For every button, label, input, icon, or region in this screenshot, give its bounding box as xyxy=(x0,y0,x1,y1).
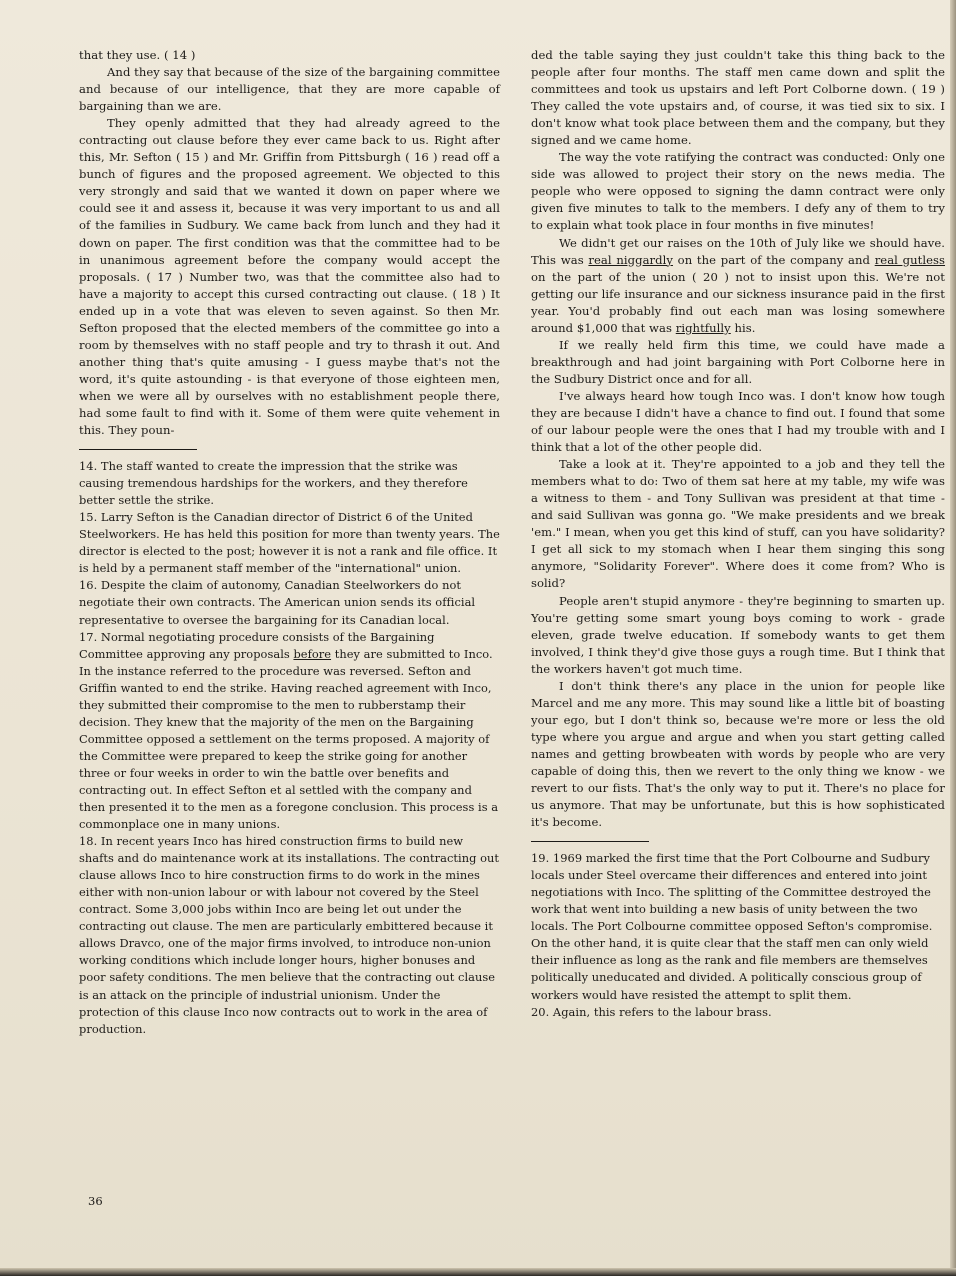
page-bottom-edge xyxy=(0,1268,956,1276)
footnote-divider xyxy=(531,841,649,842)
paragraph: If we really held firm this time, we could have made a breakthrough and had joint bargaining with Port Colborne here in the Sudbury District once and for all. xyxy=(531,337,945,386)
underlined-phrase: real gutless xyxy=(874,252,946,267)
paragraph-text: on the part of the union ( 20 ) not to insist upon this. We're not getting our life insurance and our sickness insurance paid in the first year. You'd probably find out each man was losing somewhere around $1,000 that was xyxy=(531,269,945,335)
page-number: 36 xyxy=(88,1194,103,1208)
footnote-text: they are submitted to Inco. In the instance referred to the procedure was reversed. Sefton and Griffin wanted to end the strike. Having reached agreement with Inco, they submitted their compromise to the men to rubberstamp their decision. They knew that the majority of the men on the Bargaining Committee opposed a settlement on the terms proposed. A majority of the Committee were prepared to keep the strike going for another three or four weeks in order to win the battle over benefits and contracting out. In effect Sefton et al settled with the company and then presented it to the men as a foregone conclusion. This process is a commonplace one in many unions. xyxy=(79,646,499,832)
footnote-18: 18. In recent years Inco has hired construction firms to build new shafts and do maintenance work at its installations. The contracting out clause allows Inco to hire construction firms to do work in the mines either with non-union labour or with labour not covered by the Steel contract. Some 3,000 jobs within Inco are being let out under the contracting out clause. The men are particularly embittered because it allows Dravco, one of the major firms involved, to introduce non-union working conditions which include longer hours, higher bonuses and poor safety conditions. The men believe that the contracting out clause is an attack on the principle of industrial unionism. Under the protection of this clause Inco now contracts out to work in the area of production. xyxy=(79,834,500,1036)
paragraph: that they use. ( 14 ) xyxy=(79,48,196,62)
underlined-word: before xyxy=(293,646,332,661)
footnote-19: 19. 1969 marked the first time that the Port Colbourne and Sudbury locals under Steel overcame their differences and entered into joint negotiations with Inco. The splitting of the Committee destroyed the work that went into building a new basis of unity between the two locals. The Port Colbourne committee opposed Sefton's compromise. On the other hand, it is quite clear that the staff men can only wield their influence as long as the rank and file members are themselves politically uneducated and divided. A politically conscious group of workers would have resisted the attempt to split them. xyxy=(531,851,933,1002)
right-column xyxy=(531,47,945,1021)
paragraph: People aren't stupid anymore - they're beginning to smarten up. You're getting some smart young boys coming to work - grade eleven, grade twelve education. If somebody wants to get them involved, I think they'd give those guys a rough time. But I think that the workers haven't got much time. xyxy=(531,593,945,676)
footnote-14: 14. The staff wanted to create the impression that the strike was causing tremendous hardships for the workers, and they therefore better settle the strike. xyxy=(79,459,468,508)
paragraph: Take a look at it. They're appointed to a job and they tell the members what to do: Two of them sat here at my table, my wife was a witness to them - and Tony Sullivan was president at that time - and said Sullivan was gonna go. "We make presidents and we break 'em." I mean, when you get this kind of stuff, can you have solidarity? I get all sick to my stomach when I hear them singing this song anymore, "Solidarity Forever". Where does it come from? Who is solid? xyxy=(531,457,945,591)
underlined-phrase: real niggardly xyxy=(588,252,673,267)
paragraph: I don't think there's any place in the union for people like Marcel and me any more. This may sound like a little bit of boasting your ego, but I don't think so, because we're more or less the old type where you argue and argue and when you start getting called names and getting browbeaten with words by people who are very capable of doing this, then we revert to the only thing we know - we revert to our fists. That's the only way to put it. There's no place for us anymore. That may be unfortunate, but this is how sophisticated it's become. xyxy=(531,678,945,830)
footnote-20: 20. Again, this refers to the labour brass. xyxy=(531,1004,772,1019)
paragraph-text: We didn't get our raises on the 10th of July like we should have. This was xyxy=(531,235,945,267)
left-column xyxy=(79,47,500,1038)
paragraph: They openly admitted that they had already agreed to the contracting out clause before they ever came back to us. Right after this, Mr. Sefton ( 15 ) and Mr. Griffin from Pittsburgh ( 16 ) read off a bunch of figures and the proposed agreement. We objected to this very strongly and said that we wanted it down on paper where we could see it and assess it, because it was very important to us and all of the families in Sudbury. We came back from lunch and they had it down on paper. The first condition was that the committee had to be in unanimous agreement before the company would accept the proposals. ( 17 ) Number two, was that the committee also had to have a majority to accept this cursed contracting out clause. ( 18 ) It ended up in a vote that was eleven to seven against. So then Mr. Sefton proposed that the elected members of the committee go into a room by themselves with no staff people and try to thrash it out. And another thing that's quite amusing - I guess maybe that's not the word, it's quite astounding - is that everyone of those eighteen men, when we were all by ourselves with no establishment people there, had some fault to find with it. Some of them were quite vehement in this. They poun- xyxy=(79,116,500,438)
paragraph: And they say that because of the size of the bargaining committee and because of our intelligence, that they are more capable of bargaining than we are. xyxy=(79,65,500,114)
footnote-17 xyxy=(79,629,500,834)
paragraph: ded the table saying they just couldn't take this thing back to the people after four months. The staff men came down and split the committees and took us upstairs and left Port Colborne down. ( 19 ) They called the vote upstairs and, of course, it was tied six to six. I don't know what took place between them and the company, but they signed and we came home. xyxy=(531,48,945,148)
paragraph xyxy=(531,235,945,337)
paragraph-text: on the part of the company and xyxy=(672,252,875,267)
footnote-text: 17. Normal negotiating procedure consists of the Bargaining Committee approving any proposals xyxy=(79,629,435,661)
underlined-phrase: rightfully xyxy=(675,320,731,335)
paragraph-text: his. xyxy=(730,320,756,335)
page-edge-shadow xyxy=(950,0,956,1276)
footnote-15: 15. Larry Sefton is the Canadian director of District 6 of the United Steelworkers. He has held this position for more than twenty years. The director is elected to the post; however it is not a rank and file office. It is held by a permanent staff member of the "international" union. xyxy=(79,510,500,576)
footnote-divider xyxy=(79,449,197,450)
footnote-16: 16. Despite the claim of autonomy, Canadian Steelworkers do not negotiate their own contracts. The American union sends its official representative to oversee the bargaining for its Canadian local. xyxy=(79,578,476,627)
paragraph: The way the vote ratifying the contract was conducted: Only one side was allowed to project their story on the news media. The people who were opposed to signing the damn contract were only given five minutes to talk to the members. I defy any of them to try to explain what took place in four months in five minutes! xyxy=(531,150,945,233)
paragraph: I've always heard how tough Inco was. I don't know how tough they are because I didn't have a chance to find out. I found that some of our labour people were the ones that I had my trouble with and I think that a lot of the other people did. xyxy=(531,388,945,455)
